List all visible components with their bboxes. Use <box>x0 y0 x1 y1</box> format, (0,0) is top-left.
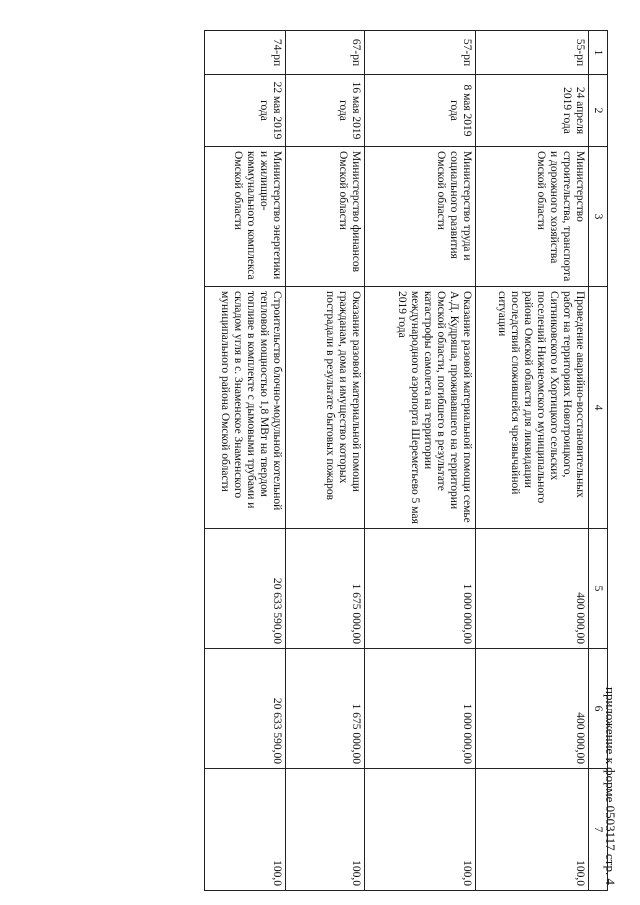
col-header-6: 6 <box>589 649 608 769</box>
amount-planned: 1 000 000,00 <box>365 529 476 649</box>
amount-executed: 1 000 000,00 <box>365 649 476 769</box>
col-header-1: 1 <box>589 31 608 75</box>
table-row <box>365 31 476 891</box>
execution-percent: 100,0 <box>205 769 286 891</box>
purpose: Строительство блочно-модульной котельной тепловой мощностью 1,8 МВт на твердом топливе в комплекте с дымовыми трубами и складом угля в с. Знаменское Знаменского муниципального района Омской области <box>205 287 286 529</box>
page-caption: приложение к форме 0503117 стр. 4 <box>603 686 618 885</box>
ministry: Министерство строительства, транспорта и дорожного хозяйства Омской области <box>476 147 589 287</box>
table-row <box>286 31 365 891</box>
purpose: Оказание разовой материальной помощи гражданам, дома и имущество которых пострадали в результате бытовых пожаров <box>286 287 365 529</box>
execution-percent: 100,0 <box>286 769 365 891</box>
col-header-4: 4 <box>589 287 608 529</box>
order-date: 22 мая 2019 года <box>205 75 286 147</box>
amount-executed: 20 633 590,00 <box>205 649 286 769</box>
order-number: 74-рп <box>205 31 286 75</box>
ministry: Министерство труда и социального развития Омской области <box>365 147 476 287</box>
purpose: Оказание разовой материальной помощи семье А.Д. Кудряша, проживавшего на территории Омской области, погибшего в результате катастрофы самолета на территории международного аэропорта Шереметьево 5 мая 2019 года <box>365 287 476 529</box>
header-row <box>589 31 608 891</box>
amount-executed: 1 675 000,00 <box>286 649 365 769</box>
amount-planned: 20 633 590,00 <box>205 529 286 649</box>
table-row <box>205 31 286 891</box>
col-header-3: 3 <box>589 147 608 287</box>
order-number: 67-рп <box>286 31 365 75</box>
amount-planned: 1 675 000,00 <box>286 529 365 649</box>
col-header-5: 5 <box>589 529 608 649</box>
ministry: Министерство энергетики и жилищно-коммунального комплекса Омской области <box>205 147 286 287</box>
purpose: Проведение аварийно-восстановительных работ на территориях Новотроицкого, Ситниковского и Хортицкого сельских поселений Нижнеомского муниципального района Омской области для ликвидации последствий сложившейся чрезвычайной ситуации <box>476 287 589 529</box>
table-row <box>476 31 589 891</box>
report-table <box>204 30 608 891</box>
execution-percent: 100,0 <box>365 769 476 891</box>
execution-percent: 100,0 <box>476 769 589 891</box>
order-date: 16 мая 2019 года <box>286 75 365 147</box>
amount-planned: 400 000,00 <box>476 529 589 649</box>
order-date: 24 апреля 2019 года <box>476 75 589 147</box>
col-header-2: 2 <box>589 75 608 147</box>
col-header-7: 7 <box>589 769 608 891</box>
amount-executed: 400 000,00 <box>476 649 589 769</box>
order-date: 8 мая 2019 года <box>365 75 476 147</box>
order-number: 55-рп <box>476 31 589 75</box>
order-number: 57-рп <box>365 31 476 75</box>
ministry: Министерство финансов Омской области <box>286 147 365 287</box>
